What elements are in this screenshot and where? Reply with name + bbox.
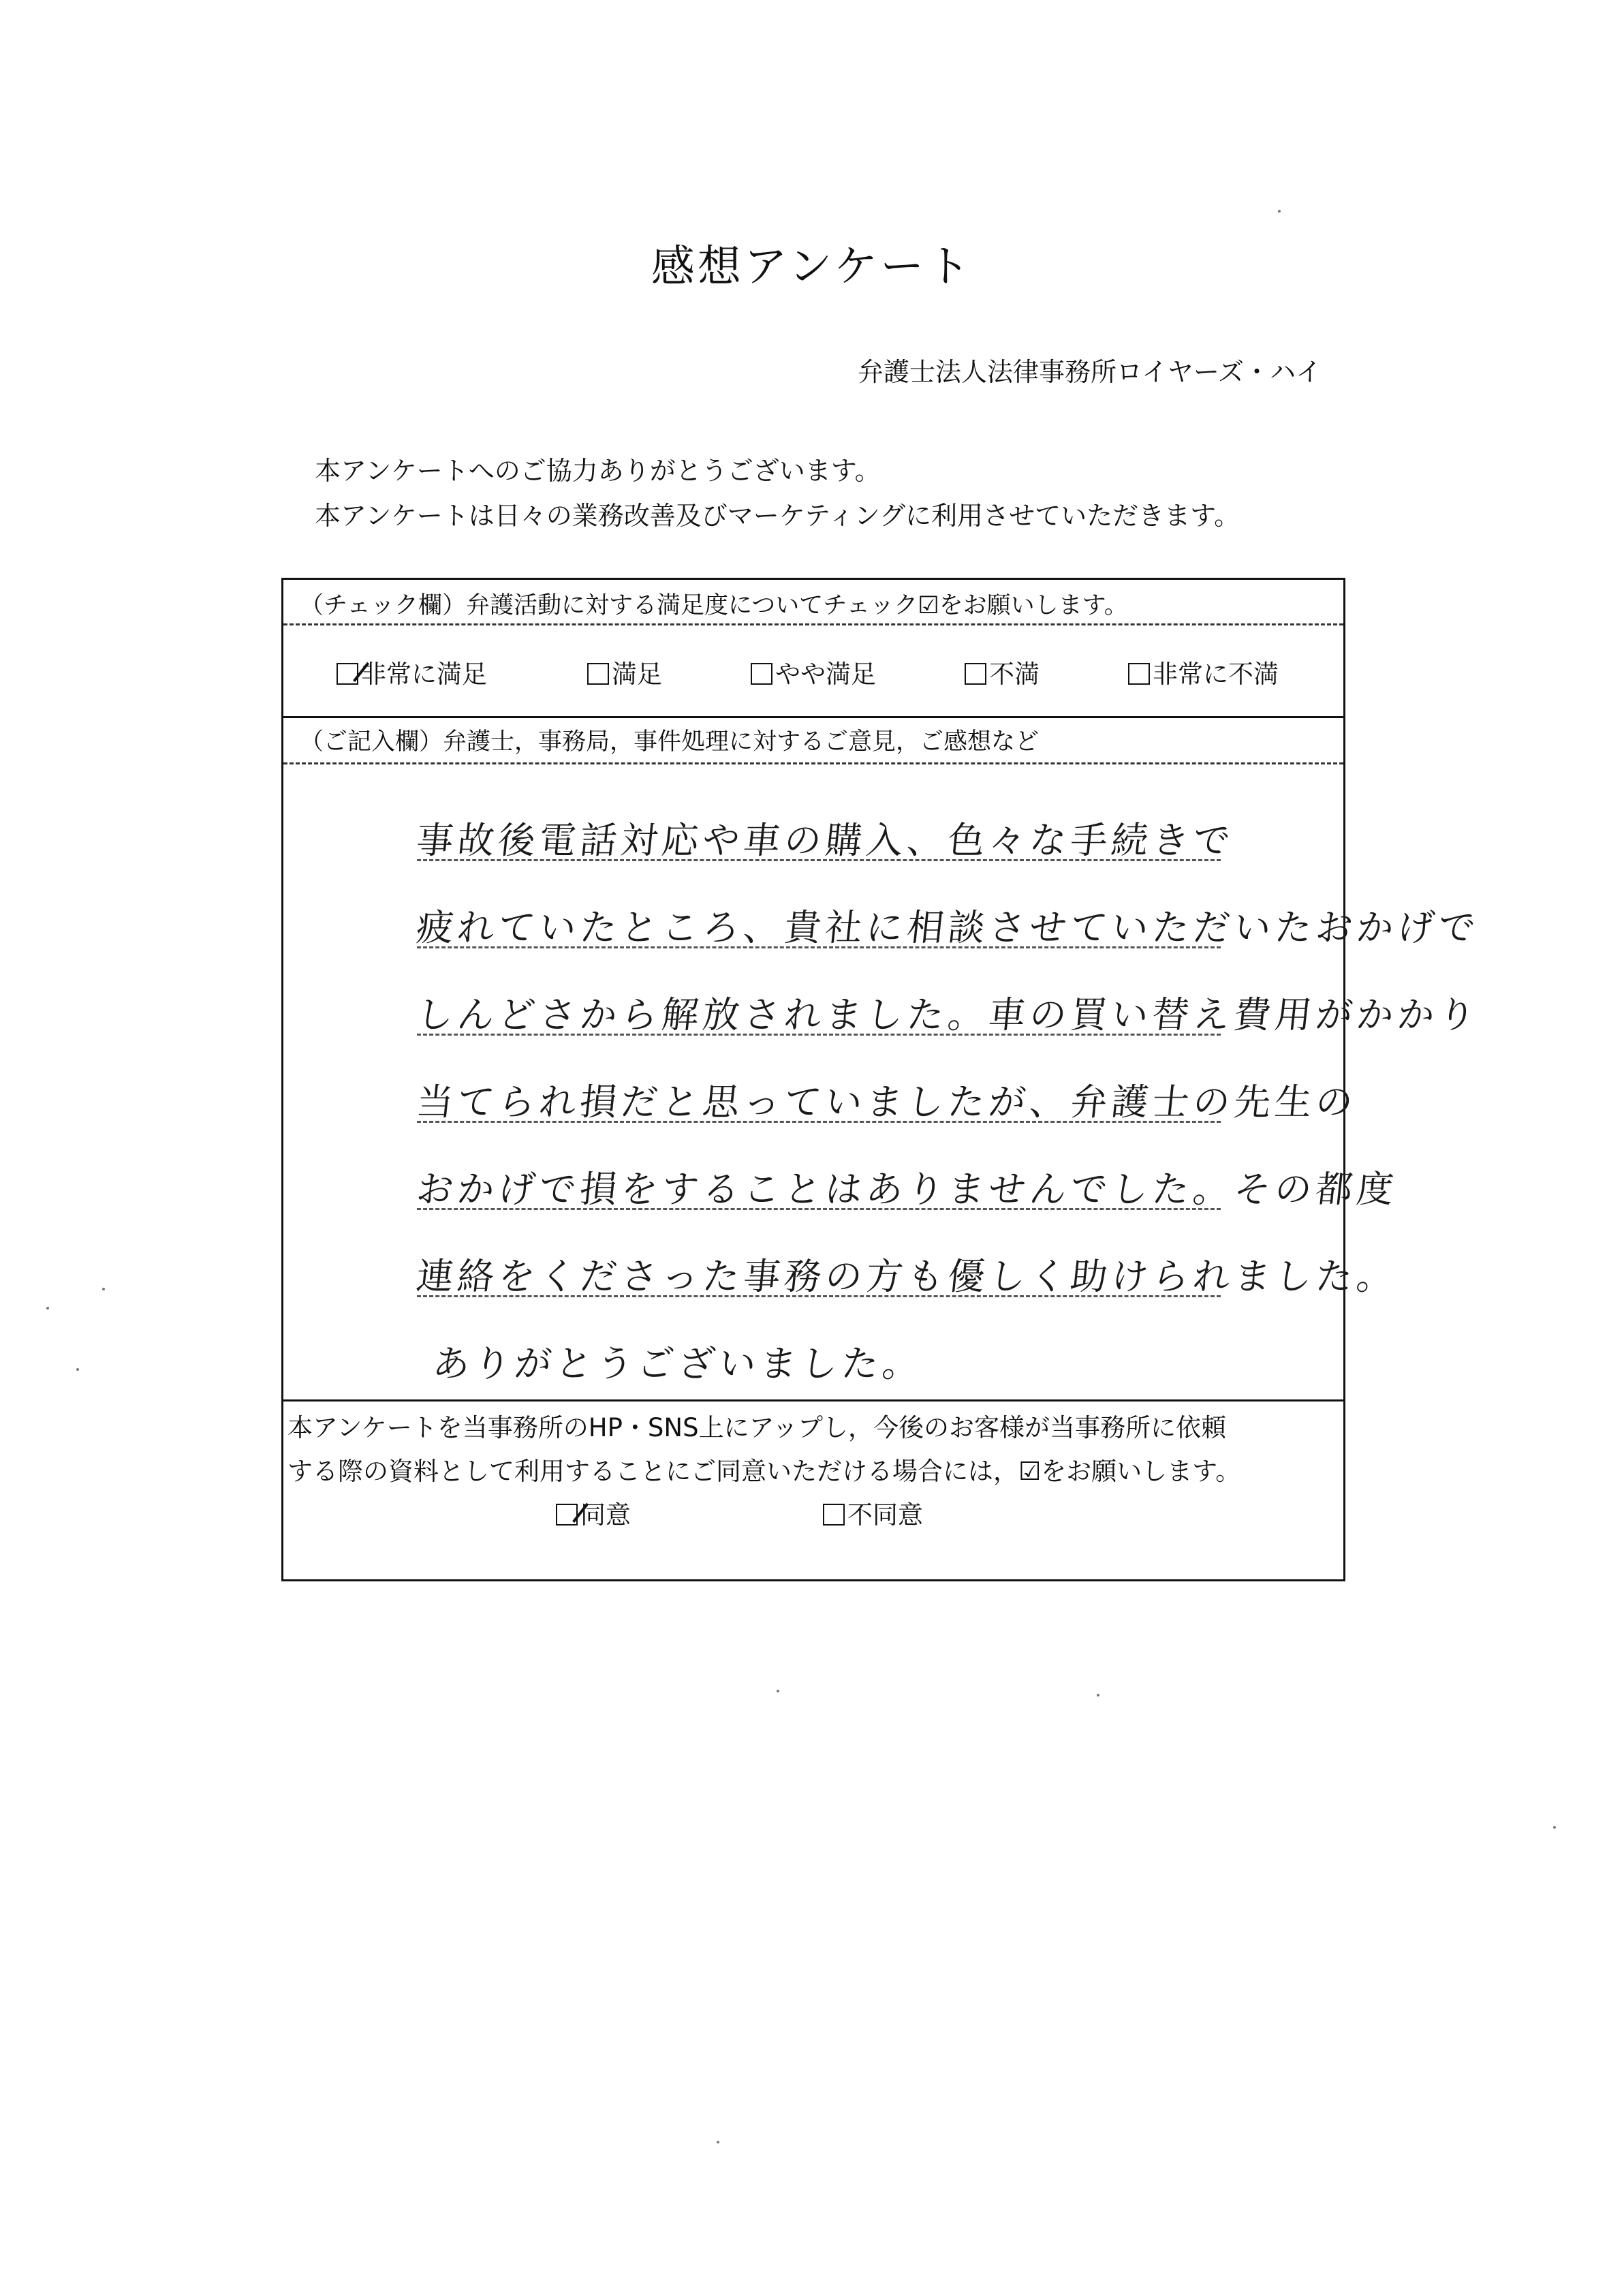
comment-line-2: 疲れていたところ、貴社に相談させていただいたおかげで	[414, 906, 1482, 949]
scan-speck	[76, 1368, 79, 1371]
intro-line-1: 本アンケートへのご協力ありがとうございます。	[315, 456, 881, 486]
comment-line-7: ありがとうございました。	[431, 1342, 926, 1385]
checkbox-icon[interactable]	[587, 663, 609, 685]
divider	[283, 1399, 1343, 1401]
consent-line-1: 本アンケートを当事務所のHP・SNS上にアップし，今後のお客様が当事務所に依頼	[287, 1413, 1226, 1442]
comment-line-6: 連絡をくださった事務の方も優しく助けられました。	[414, 1255, 1400, 1298]
comment-line-4: 当てられ損だと思っていましたが、弁護士の先生の	[414, 1081, 1359, 1124]
divider	[283, 716, 1343, 718]
option-satisfied[interactable]	[587, 653, 662, 690]
checkbox-checked-icon[interactable]	[556, 1504, 578, 1526]
scan-speck	[46, 1307, 49, 1310]
divider	[283, 623, 1343, 625]
checkbox-icon[interactable]	[823, 1504, 845, 1526]
scan-speck	[1553, 1826, 1556, 1829]
comment-section-heading: （ご記入欄）弁護士，事務局，事件処理に対するご意見，ご感想など	[300, 728, 1040, 756]
comment-line-1: 事故後電話対応や車の購入、色々な手続きで	[414, 819, 1236, 862]
checkbox-icon[interactable]	[751, 663, 772, 685]
option-agree[interactable]	[556, 1494, 631, 1531]
divider	[283, 762, 1343, 764]
option-dissatisfied[interactable]	[965, 653, 1040, 690]
page-title: 感想アンケート	[651, 242, 973, 292]
intro-line-2: 本アンケートは日々の業務改善及びマーケティングに利用させていただきます。	[315, 501, 1240, 531]
comment-underline	[417, 946, 1221, 948]
comment-underline	[417, 1208, 1221, 1210]
comment-underline	[417, 859, 1221, 861]
checkbox-icon[interactable]	[1128, 663, 1150, 685]
comment-line-5: おかげで損をすることはありませんでした。その都度	[414, 1168, 1400, 1211]
scan-speck	[102, 1288, 105, 1290]
check-section-heading: （チェック欄）弁護活動に対する満足度についてチェック☑をお願いします。	[300, 592, 1128, 619]
consent-line-2: する際の資料として利用することにご同意いただける場合には，☑をお願いします。	[287, 1457, 1241, 1486]
comment-underline	[417, 1121, 1221, 1123]
option-label: 満足	[612, 660, 662, 689]
option-label: 不満	[989, 660, 1040, 689]
checkbox-checked-icon[interactable]	[337, 663, 358, 685]
option-label: 不同意	[847, 1500, 923, 1530]
scan-speck	[1097, 1694, 1099, 1697]
option-label: やや満足	[775, 660, 876, 689]
comment-underline	[417, 1034, 1221, 1036]
option-label: 非常に満足	[361, 660, 487, 689]
option-very-dissatisfied[interactable]	[1128, 653, 1279, 690]
scan-speck	[717, 2141, 719, 2143]
option-somewhat-satisfied[interactable]	[751, 653, 876, 690]
scan-speck	[777, 1690, 779, 1692]
intro-text	[315, 448, 1240, 538]
comment-line-3: しんどさから解放されました。車の買い替え費用がかかり	[414, 993, 1482, 1036]
option-disagree[interactable]	[823, 1494, 923, 1531]
scan-speck	[1278, 210, 1281, 213]
firm-name: 弁護士法人法律事務所ロイヤーズ・ハイ	[858, 357, 1322, 387]
option-label: 同意	[580, 1500, 631, 1530]
option-label: 非常に不満	[1153, 660, 1279, 689]
checkbox-icon[interactable]	[965, 663, 986, 685]
option-very-satisfied[interactable]	[337, 653, 487, 690]
comment-underline	[417, 1295, 1221, 1297]
survey-form	[281, 578, 1482, 1581]
